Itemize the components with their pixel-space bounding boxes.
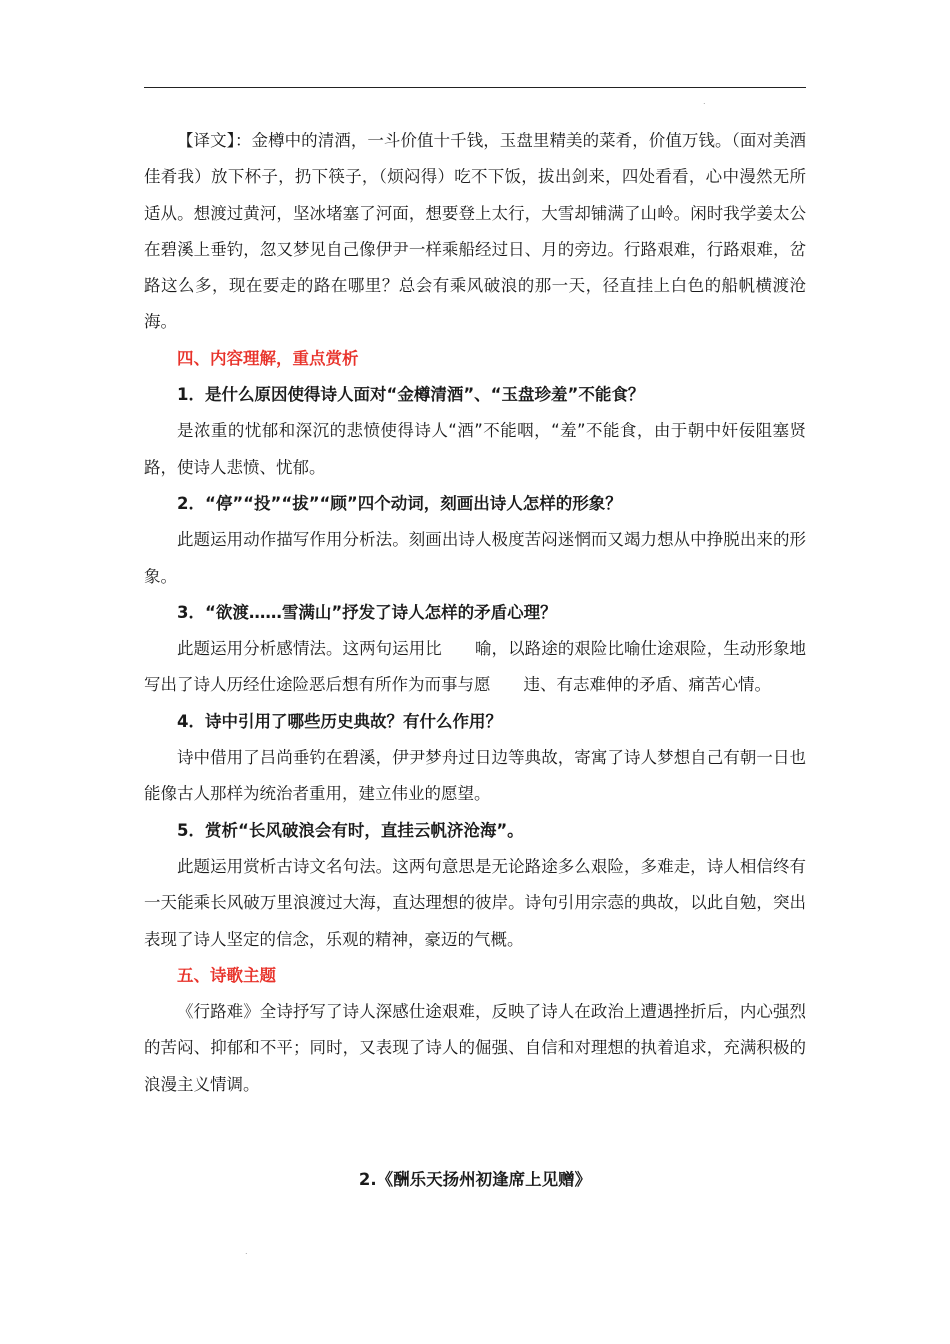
question-2: 2．“停”“投”“拔”“顾”四个动词，刻画出诗人怎样的形象？ — [177, 493, 622, 513]
answer-4: 诗中借用了吕尚垂钓在碧溪，伊尹梦舟过日边等典故，寄寓了诗人梦想自己有朝一日也能像古人那样为统治者重用，建立伟业的愿望。 — [144, 748, 806, 804]
footer-dot: . — [245, 1247, 248, 1256]
answer-5: 此题运用赏析古诗文名句法。这两句意思是无论路途多么艰险，多难走，诗人相信终有一天能乘长风破万里浪渡过大海，直达理想的彼岸。诗句引用宗悫的典故，以此自勉，突出表现了诗人坚定的信念，乐观的精神，豪迈的气概。 — [144, 856, 806, 949]
header-rule — [144, 87, 806, 88]
answer-1: 是浓重的忧郁和深沉的悲愤使得诗人“酒”不能咽，“羞”不能食，由于朝中奸佞阻塞贤路，使诗人悲愤、忧郁。 — [144, 421, 806, 477]
question-5: 5．赏析“长风破浪会有时，直挂云帆济沧海”。 — [177, 820, 524, 840]
translation-paragraph: 【译文】：金樽中的清酒，一斗价值十千钱，玉盘里精美的菜肴，价值万钱。（面对美酒佳肴我）放下杯子，扔下筷子，（烦闷得）吃不下饭，拔出剑来，四处看看，心中漫然无所适从。想渡过黄河，坚冰堵塞了河面，想要登上太行，大雪却铺满了山岭。闲时我学姜太公在碧溪上垂钓，忽又梦见自己像伊尹一样乘船经过日、月的旁边。行路艰难，行路艰难，岔路这么多，现在要走的路在哪里？总会有乘风破浪的那一天，径直挂上白色的船帆横渡沧海。 — [144, 131, 806, 332]
question-1: 1．是什么原因使得诗人面对“金樽清酒”、“玉盘珍羞”不能食？ — [177, 385, 645, 405]
document-body — [144, 123, 806, 1103]
answer-3: 此题运用分析感情法。这两句运用比 喻，以路途的艰险比喻仕途艰险，生动形象地写出了诗人历经仕途险恶后想有所作为而事与愿 违、有志难伸的矛盾、痛苦心情。 — [144, 639, 806, 695]
next-poem-title: 2.《酬乐天扬州初逢席上见赠》 — [358, 1170, 592, 1189]
answer-2: 此题运用动作描写作用分析法。刻画出诗人极度苦闷迷惘而又竭力想从中挣脱出来的形象。 — [144, 530, 806, 586]
header-dot: . — [703, 97, 706, 106]
section-5-heading: 五、诗歌主题 — [177, 965, 276, 985]
question-4: 4．诗中引用了哪些历史典故？有什么作用？ — [177, 711, 502, 731]
section-4-heading: 四、内容理解，重点赏析 — [177, 348, 359, 368]
theme-paragraph: 《行路难》全诗抒写了诗人深感仕途艰难，反映了诗人在政治上遭遇挫折后，内心强烈的苦闷、抑郁和不平；同时，又表现了诗人的倔强、自信和对理想的执着追求，充满积极的浪漫主义情调。 — [144, 1002, 806, 1094]
question-3: 3．“欲渡……雪满山”抒发了诗人怎样的矛盾心理？ — [177, 602, 557, 622]
